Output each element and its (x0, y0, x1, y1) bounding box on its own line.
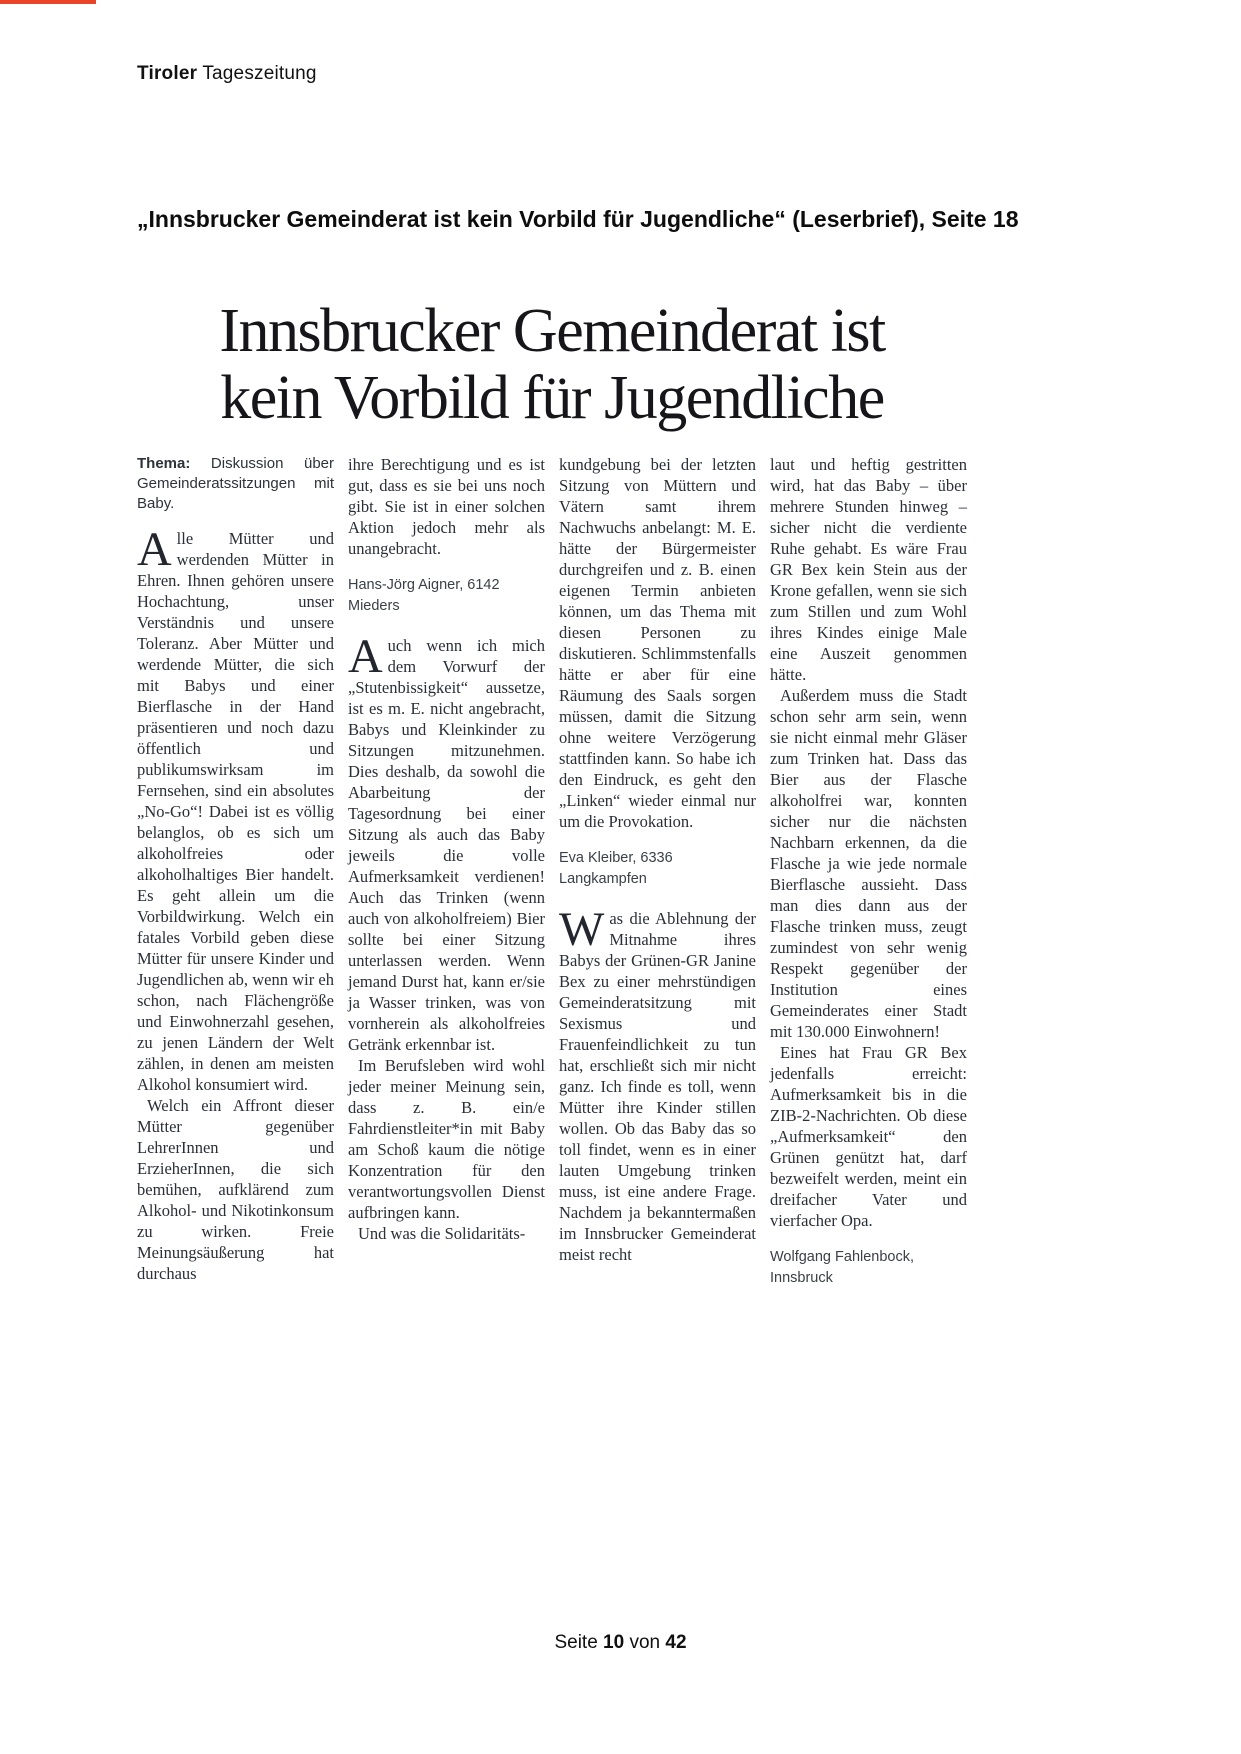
footer-label: Seite (554, 1632, 598, 1653)
article-columns (137, 454, 967, 1307)
paragraph (559, 903, 756, 1265)
paragraph: laut und heftig gestritten wird, hat das Baby – über mehrere Stunden hinweg – sicher nicht die verdiente Ruhe gehabt. Es wäre Frau GR Bex kein Stein aus der Krone gefallen, wenn sie sich zum Stillen und zum Wohl ihres Kindes einige Male eine Auszeit genommen hätte. (770, 455, 967, 684)
brand-bold: Tiroler (137, 63, 198, 84)
paragraph (137, 523, 334, 1095)
drop-cap: A (348, 630, 383, 683)
paragraph: Im Berufsleben wird wohl jeder meiner Meinung sein, dass z. B. ein/e Fahrdienstleiter*in mit Baby am Schoß kaum die nötige Konzentration für den verantwortungsvollen Dienst aufbringen kann. (348, 1056, 545, 1222)
brand-regular: Tageszeitung (202, 63, 317, 84)
paragraph-text: lle Mütter und werdenden Mütter in Ehren. Ihnen gehören unsere Hochachtung, unser Verständnis und unsere Toleranz. Aber Mütter und werdende Mütter, die sich mit Babys und einer Bierflasche in der Hand präsentieren und noch dazu öffentlich und publikumswirksam im Fernsehen, sind ein absolutes „No-Go“! Dabei ist es völlig belanglos, ob es sich um alkoholfreies oder alkoholhaltiges Bier handelt. Es geht allein um die Vorbildwirkung. Welch ein fatales Vorbild geben diese Mütter für unsere Kinder und Jugendlichen ab, wenn wir eh schon, nach Flächengröße und Einwohnerzahl gesehen, zu jenen Ländern der Welt zählen, in denen am meisten Alkohol konsumiert wird. (137, 529, 334, 1094)
paragraph-text: as die Ablehnung der Mitnahme ihres Babys der Grünen-GR Janine Bex zu einer mehrstündigen Gemeinderatsitzung mit Sexismus und Frauenfeindlichkeit zu tun hat, erschließt sich mir nicht ganz. Ich finde es toll, wenn Mütter ihre Kinder stillen wollen. Ob das Baby das so toll findet, wenn es in einer lauten Umgebung trinken muss, ist eine andere Frage. Nachdem ja bekanntermaßen im Innsbrucker Gemeinderat meist recht (559, 909, 756, 1264)
newspaper-article (137, 298, 967, 1307)
letter-author: Hans-Jörg Aigner, 6142 Mieders (348, 577, 500, 614)
article-headline (137, 298, 967, 432)
page-number-footer (0, 1632, 1241, 1654)
top-edge-mark (0, 0, 96, 4)
paragraph-text: uch wenn ich mich dem Vorwurf der „Stutenbissigkeit“ aussetze, ist es m. E. nicht angebracht, Babys und Kleinkinder zu Sitzungen mitzunehmen. Dies deshalb, da sowohl die Abarbeitung der Tagesordnung bei einer Sitzung als auch das Baby jeweils die volle Aufmerksamkeit verdienen! Auch das Trinken (wenn auch von alkoholfreiem) Bier sollte bei einer Sitzung unterlassen werden. Wenn jemand Durst hat, kann er/sie ja Wasser trinken, was von vornherein als alkoholfreies Getränk erkennbar ist. (348, 636, 545, 1054)
paragraph: Und was die Solidaritäts- (358, 1224, 526, 1243)
column-1 (137, 454, 334, 1307)
headline-line-2: kein Vorbild für Jugendliche (220, 364, 884, 432)
paragraph: Eines hat Frau GR Bex jedenfalls erreicht: Aufmerksamkeit bis in die ZIB-2-Nachrichten. Ob diese „Aufmerksamkeit“ den Grünen genützt hat, darf bezweifelt werden, meint ein dreifacher Vater und vierfacher Opa. (770, 1043, 967, 1230)
drop-cap: W (559, 903, 605, 956)
letter-author: Eva Kleiber, 6336 Langkampfen (559, 850, 673, 887)
newspaper-brand (137, 63, 317, 85)
column-4 (770, 454, 967, 1307)
topic-text: Diskussion über Gemeinderatssitzungen mit Baby. (137, 455, 335, 512)
paragraph: kundgebung bei der letzten Sitzung von Müttern und Vätern samt ihrem Nachwuchs anbelangt: M. E. hätte der Bürgermeister durchgreifen und z. B. einen eigenen Termin anbieten können, um das Thema mit diesen Personen zu diskutieren. Schlimmstenfalls hätte er aber für eine Räumung des Saals sorgen müssen, damit die Sitzung ohne weitere Verzögerung stattfinden kann. So habe ich den Eindruck, es geht den „Linken“ wieder einmal nur um die Provokation. (559, 455, 756, 831)
topic-lead (137, 454, 334, 514)
headline-line-1: Innsbrucker Gemeinderat ist (219, 297, 885, 365)
footer-total-pages: 42 (665, 1632, 687, 1653)
paragraph: ihre Berechtigung und es ist gut, dass es sie bei uns noch gibt. Sie ist in einer solchen Aktion jedoch mehr als unangebracht. (348, 455, 545, 558)
paragraph: Welch ein Affront dieser Mütter gegenüber LehrerInnen und ErzieherInnen, die sich bemühen, aufklärend zum Alkohol- und Nikotinkonsum zu wirken. Freie Meinungsäußerung hat durchaus (137, 1096, 334, 1283)
column-2 (348, 454, 545, 1307)
topic-label: Thema: (137, 455, 191, 472)
letter-author: Wolfgang Fahlenbock, Innsbruck (770, 1249, 915, 1286)
drop-cap: A (137, 523, 172, 576)
paragraph: Außerdem muss die Stadt schon sehr arm sein, wenn sie nicht einmal mehr Gläser zum Trinken hat. Dass das Bier aus der Flasche alkoholfrei war, konnten sicher nur die nächsten Nachbarn erkennen, da die Flasche ja wie jede normale Bierflasche aussieht. Dass man dies dann aus der Flasche trinken muss, zeugt zumindest von sehr wenig Respekt gegenüber der Institution eines Gemeinderates einer Stadt mit 130.000 Einwohnern! (770, 686, 967, 1041)
footer-separator: von (629, 1632, 661, 1653)
paragraph (348, 630, 545, 1055)
document-title: „Innsbrucker Gemeinderat ist kein Vorbild für Jugendliche“ (Leserbrief), Seite 18 (137, 206, 1019, 232)
footer-current-page: 10 (603, 1632, 625, 1653)
column-3 (559, 454, 756, 1307)
